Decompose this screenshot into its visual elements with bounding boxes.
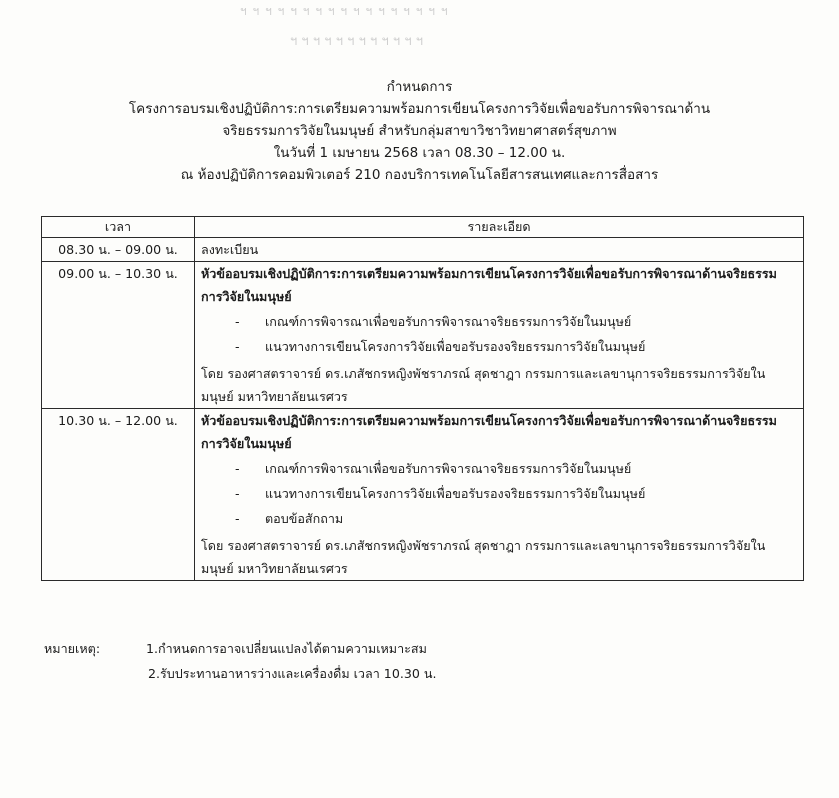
time-cell: 10.30 น. – 12.00 น.: [42, 409, 195, 581]
heading-line: โครงการอบรมเชิงปฏิบัติการ:การเตรียมความพร้อมการเขียนโครงการวิจัยเพื่อขอรับการพิจารณาด้าน: [128, 101, 711, 117]
speaker: โดย รองศาสตราจารย์ ดร.เภสัชกรหญิงพัชราภรณ์ สุดชาฎา กรรมการและเลขานุการจริยธรรมการวิจัยในมนุษย์ มหาวิทยาลัยนเรศวร: [201, 366, 766, 404]
remark-item: 1.กำหนดการอาจเปลี่ยนแปลงได้ตามความเหมาะสม: [146, 641, 427, 656]
bullet-text: เกณฑ์การพิจารณาเพื่อขอรับการพิจารณาจริยธรรมการวิจัยในมนุษย์: [265, 461, 632, 476]
time-cell: 09.00 น. – 10.30 น.: [42, 262, 195, 409]
time-cell: 08.30 น. – 09.00 น.: [42, 238, 195, 262]
remarks-label: หมายเหตุ:: [44, 641, 101, 656]
topic-bullet: [201, 507, 797, 530]
table-row: [42, 409, 804, 581]
table-header-row: [42, 217, 804, 238]
heading-line: ณ ห้องปฏิบัติการคอมพิวเตอร์ 210 กองบริการเทคโนโลยีสารสนเทศและการสื่อสาร: [180, 167, 659, 183]
bullet-text: เกณฑ์การพิจารณาเพื่อขอรับการพิจารณาจริยธรรมการวิจัยในมนุษย์: [265, 314, 632, 329]
bullet-dash: -: [235, 511, 240, 526]
column-header-time: เวลา: [42, 217, 195, 238]
bleed-through-text: ฯ ฯ ฯ ฯ ฯ ฯ ฯ ฯ ฯ ฯ ฯ ฯ ฯ ฯ ฯ ฯ ฯ: [240, 4, 449, 18]
session-topic: หัวข้ออบรมเชิงปฏิบัติการ:การเตรียมความพร้อมการเขียนโครงการวิจัยเพื่อขอรับการพิจารณาด้านจริยธรรมการวิจัยในมนุษย์: [201, 413, 777, 451]
detail-cell: [195, 262, 804, 409]
bullet-dash: -: [235, 486, 240, 501]
column-header-detail: รายละเอียด: [195, 217, 804, 238]
schedule-body: [42, 238, 804, 581]
bullet-dash: -: [235, 461, 240, 476]
topic-bullet: [201, 310, 797, 333]
speaker: โดย รองศาสตราจารย์ ดร.เภสัชกรหญิงพัชราภรณ์ สุดชาฎา กรรมการและเลขานุการจริยธรรมการวิจัยในมนุษย์ มหาวิทยาลัยนเรศวร: [201, 538, 766, 576]
detail-cell: [195, 238, 804, 262]
remarks: [44, 636, 436, 686]
remark-item: 2.รับประทานอาหารว่างและเครื่องดื่ม เวลา 10.30 น.: [148, 666, 437, 681]
topic-bullet: [201, 457, 797, 480]
document-heading: [0, 76, 839, 186]
bullet-text: แนวทางการเขียนโครงการวิจัยเพื่อขอรับรองจริยธรรมการวิจัยในมนุษย์: [265, 486, 646, 501]
schedule-table: [41, 216, 804, 581]
table-row: [42, 238, 804, 262]
bullet-dash: -: [235, 339, 240, 354]
bleed-through-text: ฯ ฯ ฯ ฯ ฯ ฯ ฯ ฯ ฯ ฯ ฯ ฯ: [290, 34, 424, 49]
topic-bullet: [201, 335, 797, 358]
table-row: [42, 262, 804, 409]
heading-line: กำหนดการ: [386, 79, 453, 95]
bullet-dash: -: [235, 314, 240, 329]
bullet-text: แนวทางการเขียนโครงการวิจัยเพื่อขอรับรองจริยธรรมการวิจัยในมนุษย์: [265, 339, 646, 354]
topic-bullet: [201, 482, 797, 505]
session-topic: หัวข้ออบรมเชิงปฏิบัติการ:การเตรียมความพร้อมการเขียนโครงการวิจัยเพื่อขอรับการพิจารณาด้านจริยธรรมการวิจัยในมนุษย์: [201, 266, 777, 304]
session-topic: ลงทะเบียน: [201, 242, 259, 257]
heading-line: ในวันที่ 1 เมษายน 2568 เวลา 08.30 – 12.00 น.: [273, 145, 566, 161]
detail-cell: [195, 409, 804, 581]
heading-line: จริยธรรมการวิจัยในมนุษย์ สำหรับกลุ่มสาขาวิชาวิทยาศาสตร์สุขภาพ: [222, 123, 617, 139]
bullet-text: ตอบข้อสักถาม: [265, 511, 344, 526]
